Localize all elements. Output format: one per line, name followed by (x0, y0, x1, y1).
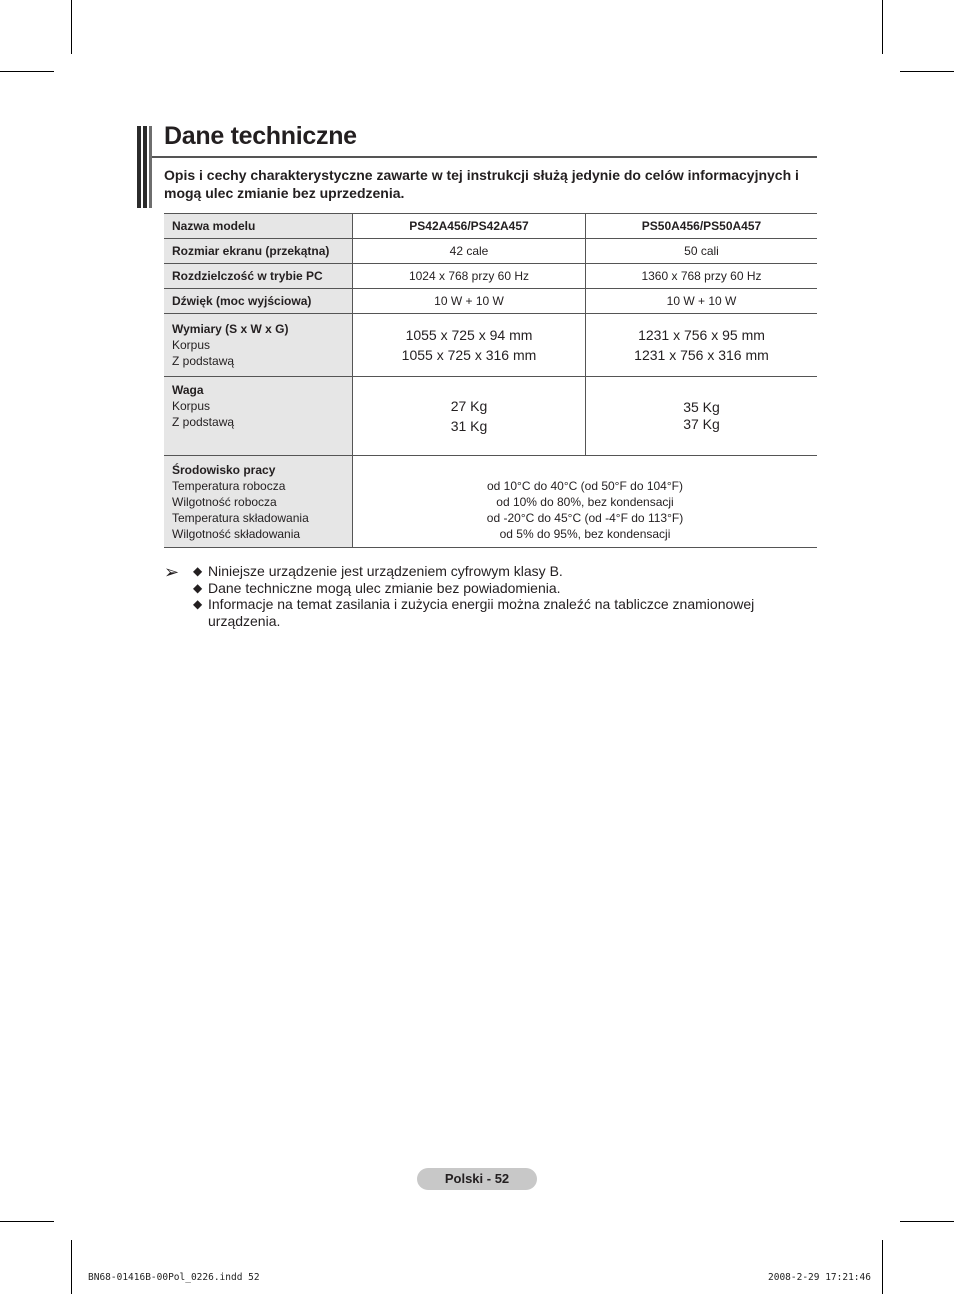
weight-sub-body: Korpus (172, 399, 211, 413)
diamond-icon: ◆ (193, 580, 203, 595)
crop-mark (882, 1240, 883, 1294)
cell-weight-2 (586, 377, 818, 456)
weight-1-stand: 31 Kg (450, 418, 488, 434)
arrow-icon: ➢ (164, 562, 180, 582)
env-op-temp: od 10°C do 40°C (od 50°F do 104°F) (487, 478, 683, 493)
list-item (193, 596, 783, 629)
environment-label: Środowisko pracy (172, 462, 276, 477)
dimensions-sub-body: Korpus (172, 338, 211, 352)
crop-mark (900, 1221, 954, 1222)
page-title: Dane techniczne (164, 122, 357, 150)
table-row (164, 456, 817, 548)
note-text: Dane techniczne mogą ulec zmianie bez powiadomienia. (208, 579, 561, 596)
env-storage-humidity: od 5% do 95%, bez kondensacji (499, 526, 671, 541)
cell-sound-2: 10 W + 10 W (586, 289, 818, 314)
env-sub-storage-humidity: Wilgotność składowania (172, 526, 301, 541)
table-row (164, 239, 817, 264)
table-row (164, 314, 817, 377)
crop-mark (0, 71, 54, 72)
cell-screen-1: 42 cale (353, 239, 586, 264)
env-sub-storage-temp: Temperatura składowania (172, 510, 309, 525)
cell-resolution-2: 1360 x 768 przy 60 Hz (586, 264, 818, 289)
crop-mark (0, 1221, 54, 1222)
row-label-weight (164, 377, 353, 456)
weight-label: Waga (172, 383, 204, 397)
table-header-row (164, 214, 817, 239)
footer-timestamp: 2008-2-29 17:21:46 (768, 1272, 871, 1283)
env-sub-op-temp: Temperatura robocza (172, 478, 286, 493)
footer-file: BN68-01416B-00Pol_0226.indd 52 (88, 1272, 260, 1283)
dimensions-label: Wymiary (S x W x G) (172, 322, 289, 336)
table-row (164, 264, 817, 289)
note-text: Niniejsze urządzenie jest urządzeniem cyfrowym klasy B. (208, 563, 563, 579)
row-label-environment (164, 456, 353, 548)
page-number-badge: Polski - 52 (417, 1168, 537, 1190)
row-label-screen: Rozmiar ekranu (przekątna) (164, 239, 353, 264)
spec-table (164, 213, 817, 548)
header-model1: PS42A456/PS42A457 (353, 214, 586, 239)
env-storage-temp: od -20°C do 45°C (od -4°F do 113°F) (486, 510, 684, 525)
env-sub-op-humidity: Wilgotność robocza (172, 494, 277, 509)
weight-1-body: 27 Kg (450, 398, 488, 414)
cell-dimensions-1 (353, 314, 586, 377)
list-item (193, 580, 783, 597)
intro-text: Opis i cechy charakterystyczne zawarte w tej instrukcji służą jedynie do celów informacyjnych i mogą ulec zmianie bez uprzedzenia. (164, 167, 799, 201)
crop-mark (71, 0, 72, 54)
cell-dimensions-2 (586, 314, 818, 377)
weight-2-stand: 37 Kg (683, 416, 720, 432)
notes-list (193, 563, 783, 629)
table-row (164, 377, 817, 456)
diamond-icon: ◆ (193, 564, 203, 578)
header-model2: PS50A456/PS50A457 (586, 214, 818, 239)
weight-2-body: 35 Kg (683, 399, 720, 415)
env-op-humidity: od 10% do 80%, bez kondensacji (496, 494, 674, 509)
dimensions-sub-stand: Z podstawą (172, 354, 235, 368)
table-row (164, 289, 817, 314)
dimensions-2-stand: 1231 x 756 x 316 mm (634, 347, 769, 363)
row-label-dimensions (164, 314, 353, 377)
cell-weight-1 (353, 377, 586, 456)
header-label: Nazwa modelu (164, 214, 353, 239)
crop-mark (71, 1240, 72, 1294)
cell-resolution-1: 1024 x 768 przy 60 Hz (353, 264, 586, 289)
list-item (193, 563, 783, 580)
cell-sound-1: 10 W + 10 W (353, 289, 586, 314)
crop-mark (900, 71, 954, 72)
weight-sub-stand: Z podstawą (172, 415, 235, 429)
cell-environment (353, 456, 818, 548)
title-rule (152, 156, 817, 158)
row-label-resolution: Rozdzielczość w trybie PC (164, 264, 353, 289)
crop-mark (882, 0, 883, 54)
dimensions-1-body: 1055 x 725 x 94 mm (405, 327, 533, 343)
row-label-sound: Dźwięk (moc wyjściowa) (164, 289, 353, 314)
dimensions-2-body: 1231 x 756 x 95 mm (638, 327, 765, 343)
dimensions-1-stand: 1055 x 725 x 316 mm (401, 347, 537, 363)
diamond-icon: ◆ (193, 597, 203, 611)
note-text: Informacje na temat zasilania i zużycia energii można znaleźć na tabliczce znamionowej urządzenia. (208, 596, 755, 629)
cell-screen-2: 50 cali (586, 239, 818, 264)
